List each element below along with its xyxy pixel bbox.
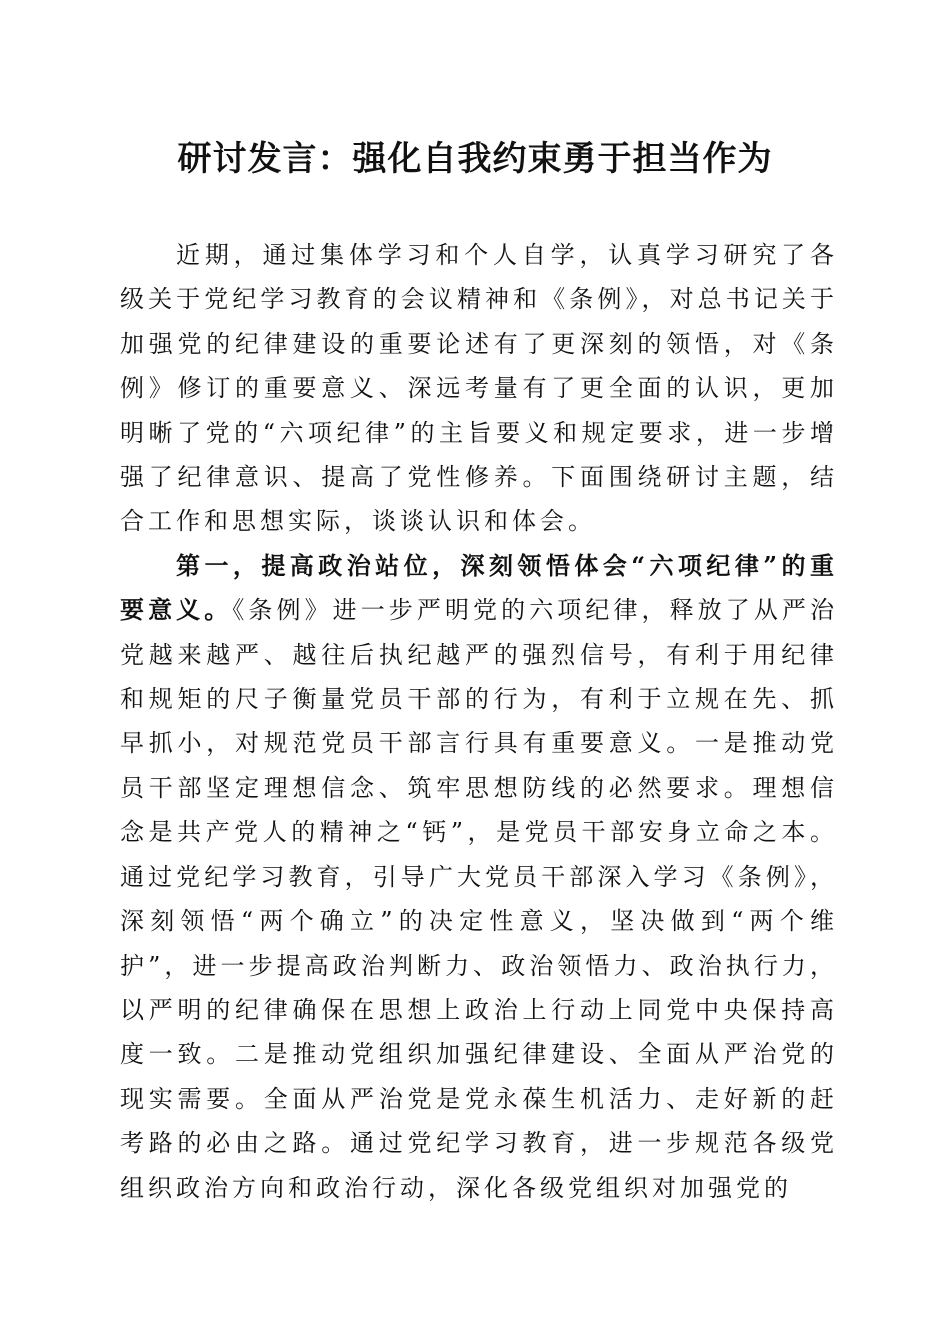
paragraph-text: 《条例》进一步严明党的六项纪律，释放了从严治党越来越严、越往后执纪越严的强烈信号，有利于用纪律和规矩的尺子衡量党员干部的行为，有利于立规在先、抓早抓小，对规范党员干部言行具有重要意义。一是推动党员干部坚定理想信念、筑牢思想防线的必然要求。理想信念是共产党人的精神之“钙”，是党员干部安身立命之本。通过党纪学习教育，引导广大党员干部深入学习《条例》，深刻领悟“两个确立”的决定性意义，坚决做到“两个维护”，进一步提高政治判断力、政治领悟力、政治执行力，以严明的纪律确保在思想上政治上行动上同党中央保持高度一致。二是推动党组织加强纪律建设、全面从严治党的现实需要。全面从严治党是党永葆生机活力、走好新的赶考路的必由之路。通过党纪学习教育，进一步规范各级党组织政治方向和政治行动，深化各级党组织对加强党的	[120, 596, 839, 1202]
paragraph-intro	[120, 233, 838, 544]
paragraph-section-one	[120, 544, 838, 1210]
document-title: 研讨发言：强化自我约束勇于担当作为	[177, 139, 773, 179]
paragraph-text: 近期，通过集体学习和个人自学，认真学习研究了各级关于党纪学习教育的会议精神和《条例》，对总书记关于加强党的纪律建设的重要论述有了更深刻的领悟，对《条例》修订的重要意义、深远考量有了更全面的认识，更加明晰了党的“六项纪律”的主旨要义和规定要求，进一步增强了纪律意识、提高了党性修养。下面围绕研讨主题，结合工作和思想实际，谈谈认识和体会。	[120, 241, 838, 536]
document-body	[120, 233, 838, 1210]
section-heading: 第一，提高政治站位，深刻领悟体会“六项纪律”的重要意义。	[120, 550, 838, 625]
